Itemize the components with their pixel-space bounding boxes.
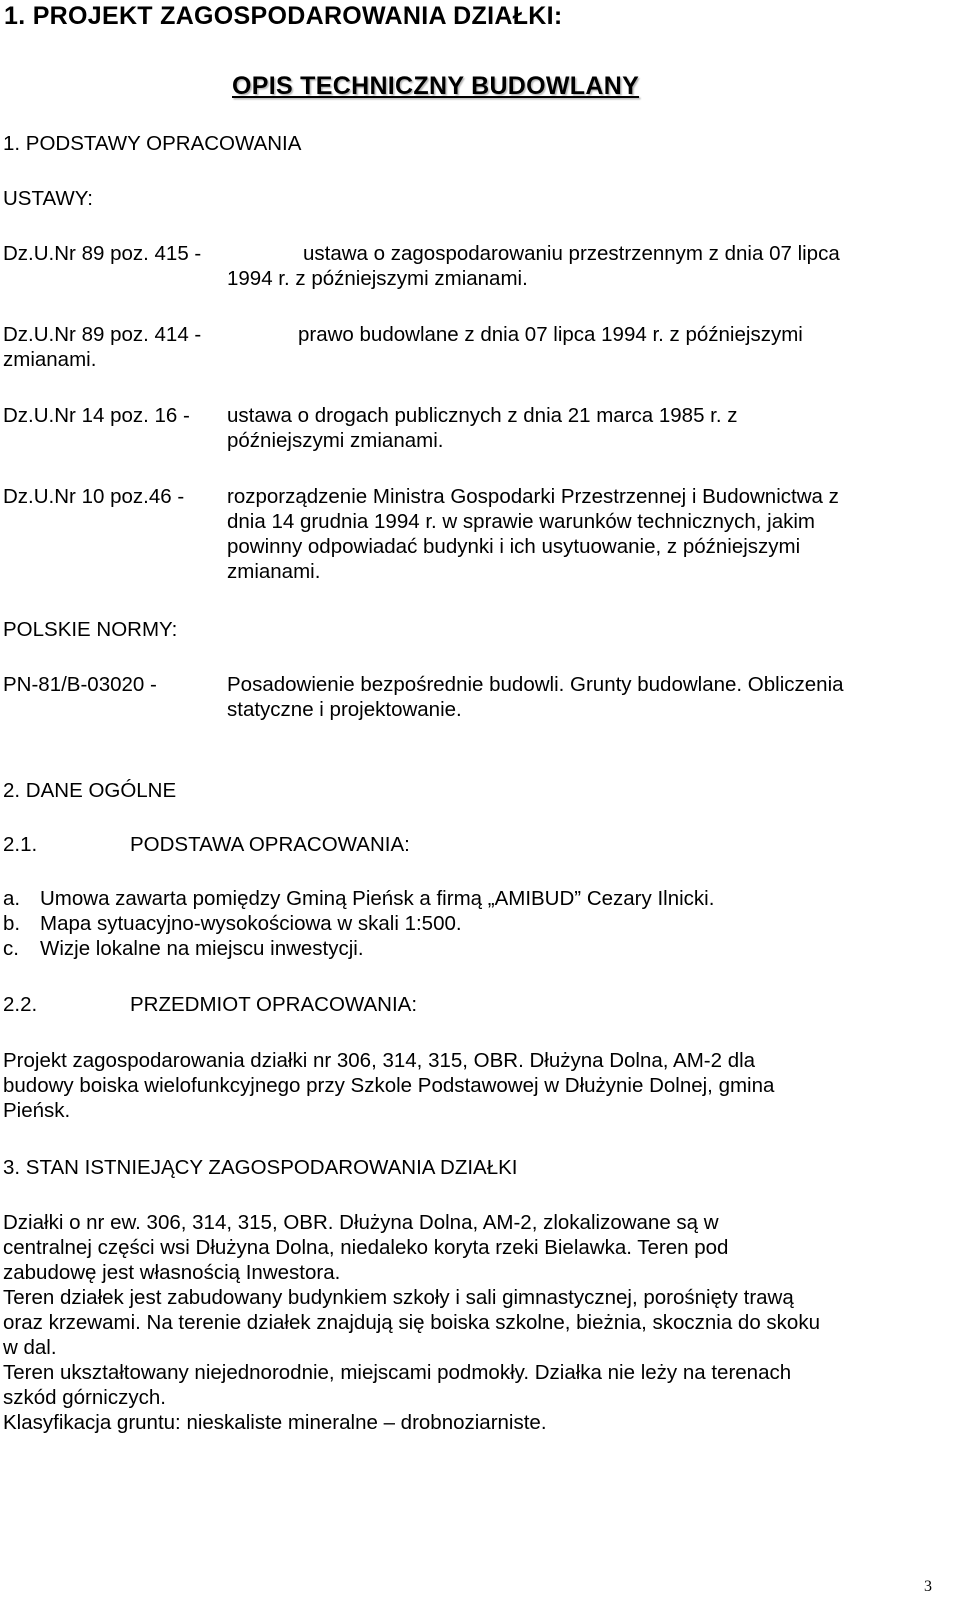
- list-item-letter: b.: [3, 912, 21, 935]
- przedmiot-line: Pieńsk.: [3, 1099, 71, 1122]
- law-4-ref: Dz.U.Nr 10 poz.46 -: [3, 485, 185, 508]
- subsection-2-2-title: PRZEDMIOT OPRACOWANIA:: [130, 993, 418, 1016]
- list-item: Umowa zawarta pomiędzy Gminą Pieńsk a firmą „AMIBUD” Cezary Ilnicki.: [40, 887, 715, 910]
- stan-paragraph-line: Działki o nr ew. 306, 314, 315, OBR. Dłużyna Dolna, AM-2, zlokalizowane są w: [3, 1211, 719, 1234]
- document-title: 1. PROJEKT ZAGOSPODAROWANIA DZIAŁKI:: [4, 2, 563, 30]
- law-1-ref: Dz.U.Nr 89 poz. 415 -: [3, 242, 202, 265]
- przedmiot-line: Projekt zagospodarowania działki nr 306, 314, 315, OBR. Dłużyna Dolna, AM-2 dla: [3, 1049, 756, 1072]
- subsection-2-2-number: 2.2.: [3, 993, 38, 1016]
- law-1-text-cont: 1994 r. z późniejszymi zmianami.: [227, 267, 528, 290]
- subsection-2-1-title: PODSTAWA OPRACOWANIA:: [130, 833, 410, 856]
- norm-ref: PN-81/B-03020 -: [3, 673, 157, 696]
- norm-text-cont: statyczne i projektowanie.: [227, 698, 462, 721]
- list-item: Wizje lokalne na miejscu inwestycji.: [40, 937, 364, 960]
- law-2-ref: Dz.U.Nr 89 poz. 414 -: [3, 323, 202, 346]
- law-2-text: prawo budowlane z dnia 07 lipca 1994 r. z późniejszymi: [298, 323, 803, 346]
- list-item-letter: c.: [3, 937, 19, 960]
- normy-label: POLSKIE NORMY:: [3, 618, 178, 641]
- norm-text: Posadowienie bezpośrednie budowli. Grunty budowlane. Obliczenia: [227, 673, 844, 696]
- section-1-heading: 1. PODSTAWY OPRACOWANIA: [3, 132, 302, 155]
- list-item-letter: a.: [3, 887, 21, 910]
- stan-paragraph-line: Teren działek jest zabudowany budynkiem szkoły i sali gimnastycznej, porośnięty trawą: [3, 1286, 794, 1309]
- page-number: 3: [924, 1578, 932, 1595]
- list-item: Mapa sytuacyjno-wysokościowa w skali 1:500.: [40, 912, 462, 935]
- ustawy-label: USTAWY:: [3, 187, 93, 210]
- stan-paragraph-line: szkód górniczych.: [3, 1386, 166, 1409]
- document-subtitle: OPIS TECHNICZNY BUDOWLANY: [232, 72, 640, 100]
- stan-paragraph-line: Klasyfikacja gruntu: nieskaliste mineralne – drobnoziarniste.: [3, 1411, 547, 1434]
- law-3-text-cont: późniejszymi zmianami.: [227, 429, 444, 452]
- law-4-text-cont: zmianami.: [227, 560, 321, 583]
- law-4-text: rozporządzenie Ministra Gospodarki Przestrzennej i Budownictwa z: [227, 485, 839, 508]
- law-2-text-cont: zmianami.: [3, 348, 97, 371]
- law-3-ref: Dz.U.Nr 14 poz. 16 -: [3, 404, 190, 427]
- law-4-text-cont: dnia 14 grudnia 1994 r. w sprawie warunków technicznych, jakim: [227, 510, 815, 533]
- stan-paragraph-line: w dal.: [3, 1336, 57, 1359]
- section-3-heading: 3. STAN ISTNIEJĄCY ZAGOSPODAROWANIA DZIAŁKI: [3, 1156, 518, 1179]
- stan-paragraph-line: oraz krzewami. Na terenie działek znajdują się boiska szkolne, bieżnia, skocznia do skoku: [3, 1311, 820, 1334]
- stan-paragraph-line: Teren ukształtowany niejednorodnie, miejscami podmokły. Działka nie leży na terenach: [3, 1361, 792, 1384]
- subsection-2-1-number: 2.1.: [3, 833, 38, 856]
- stan-paragraph-line: zabudowę jest własnością Inwestora.: [3, 1261, 341, 1284]
- law-1-text: ustawa o zagospodarowaniu przestrzennym z dnia 07 lipca: [303, 242, 840, 265]
- law-4-text-cont: powinny odpowiadać budynki i ich usytuowanie, z późniejszymi: [227, 535, 801, 558]
- przedmiot-line: budowy boiska wielofunkcyjnego przy Szkole Podstawowej w Dłużynie Dolnej, gmina: [3, 1074, 775, 1097]
- stan-paragraph-line: centralnej części wsi Dłużyna Dolna, niedaleko koryta rzeki Bielawka. Teren pod: [3, 1236, 729, 1259]
- law-3-text: ustawa o drogach publicznych z dnia 21 marca 1985 r. z: [227, 404, 738, 427]
- section-2-heading: 2. DANE OGÓLNE: [3, 779, 177, 802]
